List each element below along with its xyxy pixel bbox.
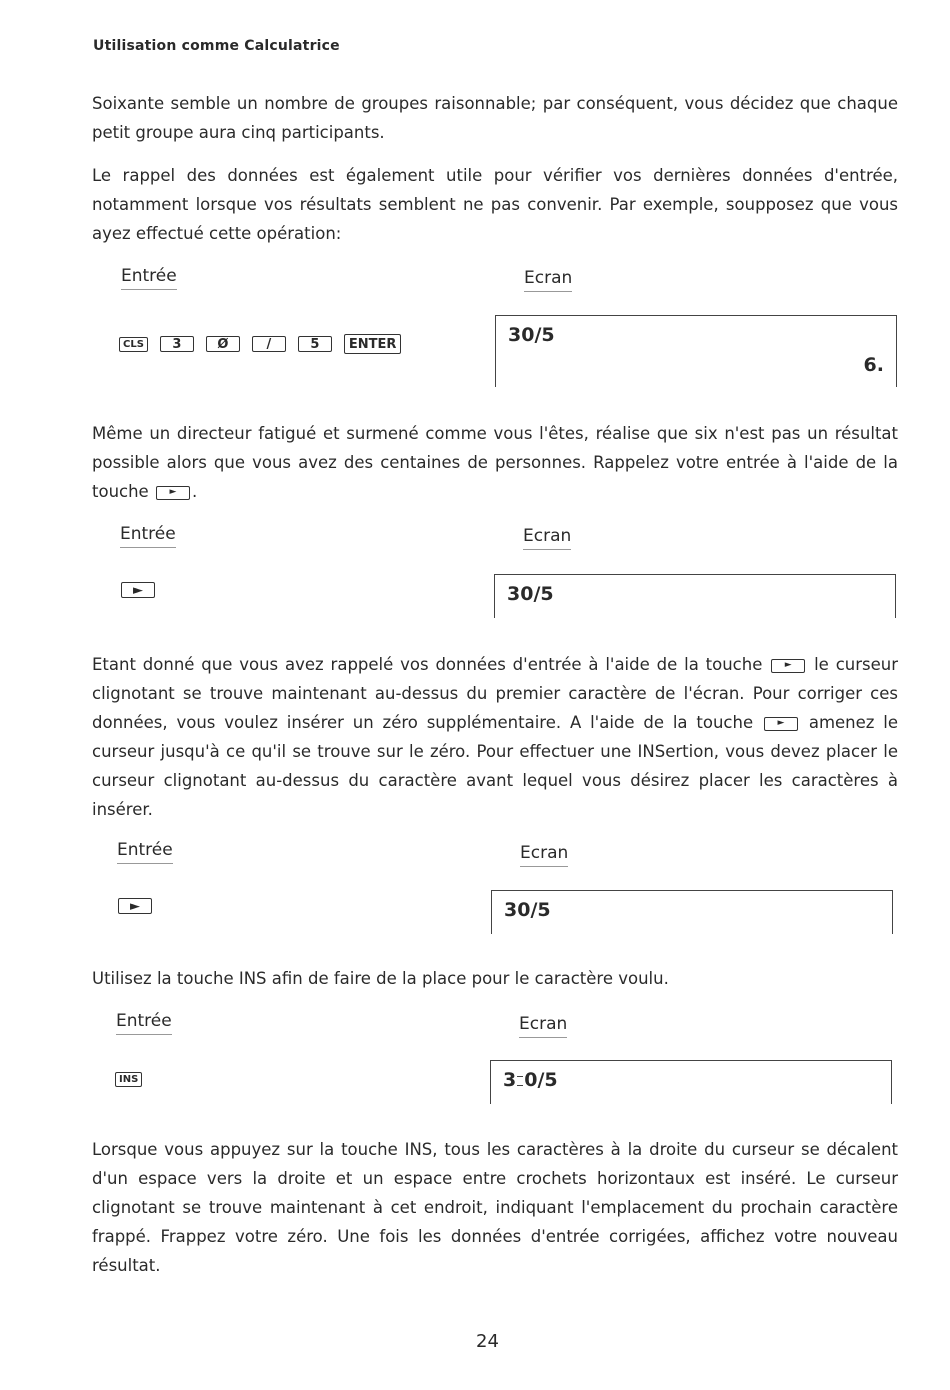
ecran-label: Ecran	[523, 526, 571, 550]
key-cls: CLS	[119, 337, 148, 352]
entree-label: Entrée	[120, 524, 176, 548]
ecran-label: Ecran	[519, 1014, 567, 1038]
calculator-screen	[494, 574, 896, 618]
key-5: 5	[298, 336, 332, 352]
screen-input-after-cursor: 0/5	[524, 1069, 558, 1091]
paragraph-1	[92, 89, 898, 147]
screen-input: 30/5	[504, 899, 551, 921]
entree-label: Entrée	[121, 266, 177, 290]
paragraph-2	[92, 161, 898, 248]
paragraph-2-text: Le rappel des données est également utile pour vérifier vos dernières données d'entrée, notamment lorsque vos résultats semblent ne pas convenir. Par exemple, soupposez que vous ayez effectué cette opération:	[92, 166, 898, 243]
right-arrow-key-icon: ►	[771, 659, 805, 673]
ecran-label: Ecran	[520, 843, 568, 867]
screen-result: 6.	[863, 354, 884, 376]
running-header: Utilisation comme Calculatrice	[93, 38, 340, 54]
key-sequence	[115, 1068, 142, 1090]
right-arrow-key-icon: ►	[121, 582, 155, 598]
paragraph-6	[92, 1135, 898, 1280]
right-arrow-key-icon: ►	[118, 898, 152, 914]
screen-input: 30/5	[507, 583, 554, 605]
key-sequence	[118, 895, 152, 917]
entree-label: Entrée	[117, 840, 173, 864]
paragraph-3	[92, 419, 898, 506]
key-sequence	[119, 333, 401, 355]
paragraph-4	[92, 650, 898, 824]
key-0: Ø	[206, 336, 240, 352]
paragraph-4-text-b: le curseur clignotant se trouve maintenant au-dessus du premier caractère de l'écran. Pour corriger ces données, vous voulez insérer un zéro supplémentaire. A l'aide de la touche	[92, 655, 898, 732]
paragraph-3-end: .	[191, 482, 198, 501]
paragraph-3-text: Même un directeur fatigué et surmené comme vous l'êtes, réalise que six n'est pas un résultat possible alors que vous avez des centaines de personnes. Rappelez votre entrée à l'aide de la touche	[92, 424, 898, 501]
right-arrow-key-icon: ►	[156, 486, 190, 500]
key-ins: INS	[115, 1072, 142, 1087]
calculator-screen	[490, 1060, 892, 1104]
key-3: 3	[160, 336, 194, 352]
paragraph-1-text: Soixante semble un nombre de groupes raisonnable; par conséquent, vous décidez que chaque petit groupe aura cinq participants.	[92, 94, 898, 142]
screen-input-before-cursor: 3	[503, 1069, 517, 1091]
ecran-label: Ecran	[524, 268, 572, 292]
calculator-screen	[491, 890, 893, 934]
paragraph-4-text-a: Etant donné que vous avez rappelé vos données d'entrée à l'aide de la touche	[92, 655, 763, 674]
screen-input: 30/5	[508, 324, 555, 346]
right-arrow-key-icon: ►	[764, 717, 798, 731]
paragraph-6-text: Lorsque vous appuyez sur la touche INS, tous les caractères à la droite du curseur se décalent d'un espace vers la droite et un espace entre crochets horizontaux est inséré. Le curseur clignotant se trouve maintenant à cet endroit, indiquant l'emplacement du prochain caractère frappé. Frappez votre zéro. Une fois les données d'entrée corrigées, affichez votre nouveau résultat.	[92, 1140, 898, 1275]
key-sequence	[121, 579, 155, 601]
entree-label: Entrée	[116, 1011, 172, 1035]
screen-input	[503, 1069, 558, 1091]
key-enter: ENTER	[344, 334, 402, 354]
insert-cursor-icon	[517, 1076, 523, 1086]
paragraph-5-text: Utilisez la touche INS afin de faire de la place pour le caractère voulu.	[92, 969, 669, 988]
key-slash: /	[252, 336, 286, 352]
calculator-screen	[495, 315, 897, 387]
page-number: 24	[476, 1331, 499, 1352]
paragraph-5	[92, 964, 898, 993]
paragraph-4-text-c: amenez le curseur jusqu'à ce qu'il se trouve sur le zéro. Pour effectuer une INSertion, vous devez placer le curseur clignotant au-dessus du caractère avant lequel vous désirez placer les caractères à insérer.	[92, 713, 899, 819]
